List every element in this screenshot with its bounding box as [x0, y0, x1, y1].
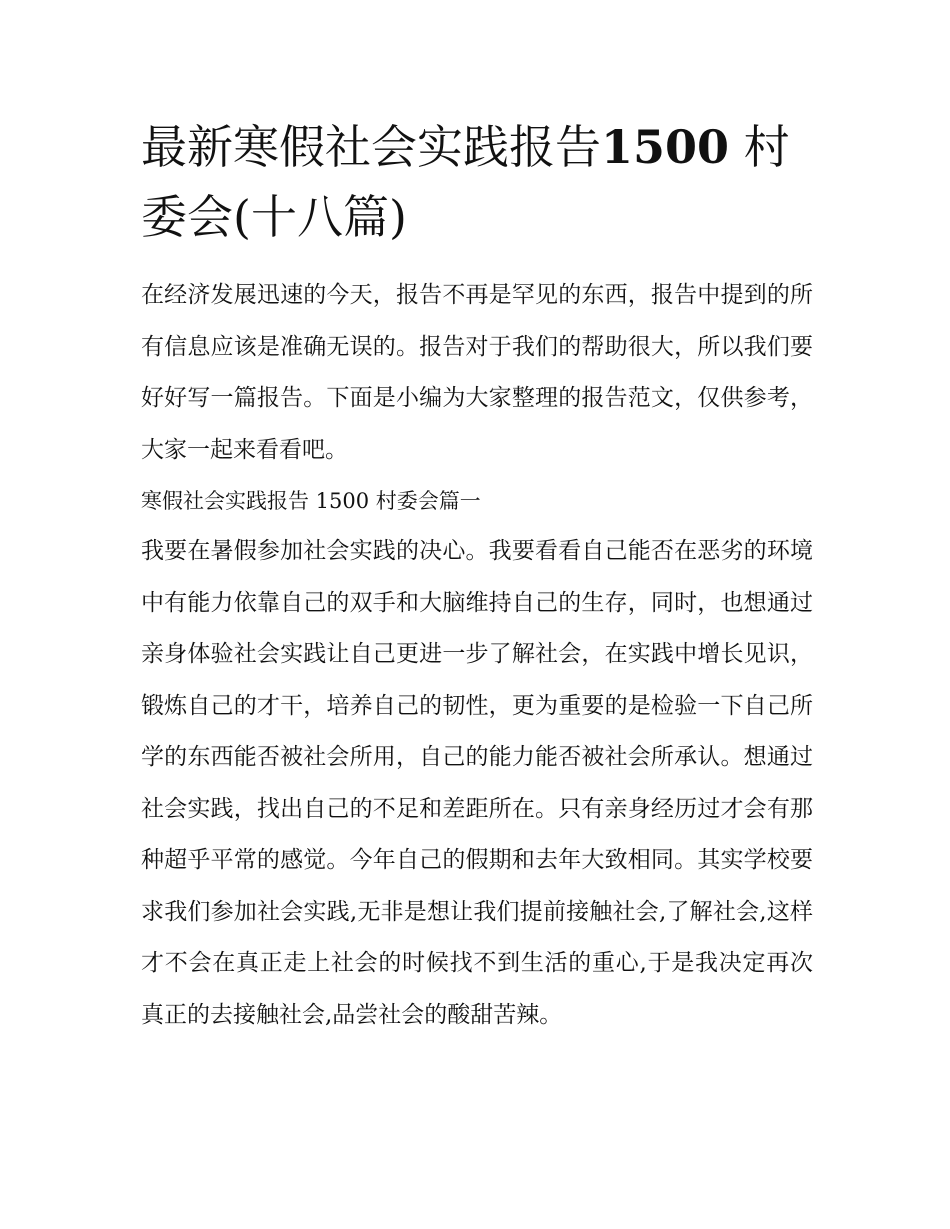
- title-text-part2: 村委会(十八篇): [141, 120, 790, 244]
- body-paragraph: 我要在暑假参加社会实践的决心。我要看看自己能否在恶劣的环境中有能力依靠自己的双手和大脑维持自己的生存，同时，也想通过亲身体验社会实践让自己更进一步了解社会，在实践中增长见识，锻炼自己的才干，培养自己的韧性，更为重要的是检验一下自己所学的东西能否被社会所用，自己的能力能否被社会所承认。想通过社会实践，找出自己的不足和差距所在。只有亲身经历过才会有那种超乎平常的感觉。今年自己的假期和去年大致相同。其实学校要求我们参加社会实践,无非是想让我们提前接触社会,了解社会,这样才不会在真正走上社会的时候找不到生活的重心,于是我决定再次真正的去接触社会,品尝社会的酸甜苦辣。: [141, 538, 813, 1028]
- document-title: [141, 112, 813, 252]
- document-page: [141, 112, 813, 1041]
- section-heading: 寒假社会实践报告 1500 村委会篇一: [141, 489, 481, 513]
- title-number: 1500: [601, 120, 730, 174]
- intro-paragraph: 在经济发展迅速的今天，报告不再是罕见的东西，报告中提到的所有信息应该是准确无误的。报告对于我们的帮助很大，所以我们要好好写一篇报告。下面是小编为大家整理的报告范文，仅供参考，大家一起来看看吧。: [141, 282, 813, 463]
- title-text-part1: 最新寒假社会实践报告: [141, 120, 601, 174]
